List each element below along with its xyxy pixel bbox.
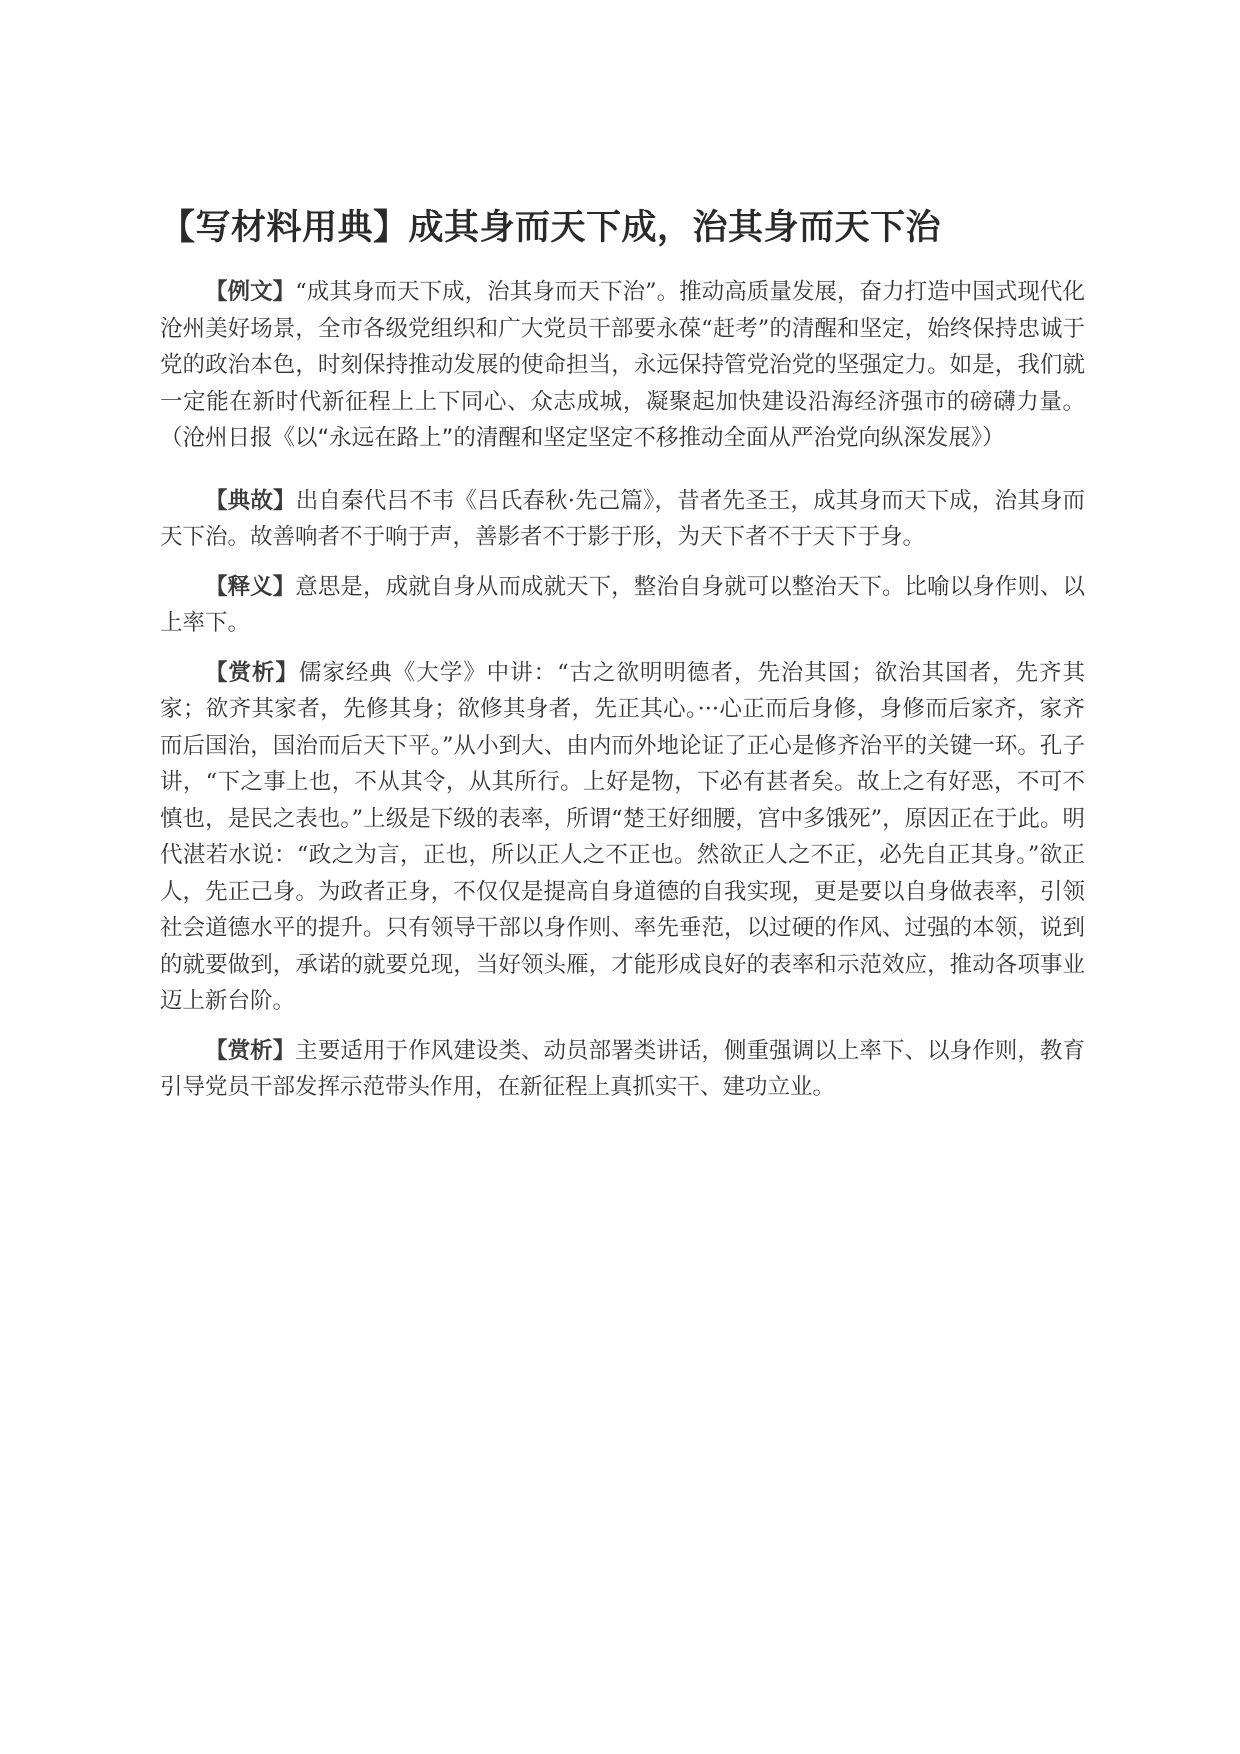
example-text: “成其身而天下成，治其身而天下治”。推动高质量发展，奋力打造中国式现代化沧州美好场景，全市各级党组织和广大党员干部要永葆“赶考”的清醒和坚定，始终保持忠诚于党的政治本色，时刻保持推动发展的使命担当，永远保持管党治党的坚强定力。如是，我们就一定能在新时代新征程上上下同心、众志成城，凝聚起加快建设沿海经济强市的磅礴力量。 xyxy=(160,279,1085,415)
document-title: 【写材料用典】成其身而天下成，治其身而天下治 xyxy=(160,208,942,248)
spacer xyxy=(160,457,1085,483)
meaning-text: 意思是，成就自身从而成就天下，整治自身就可以整治天下。比喻以身作则、以上率下。 xyxy=(160,573,1085,636)
allusion-text: 出自秦代吕不韦《吕氏春秋·先己篇》，昔者先圣王，成其身而天下成，治其身而天下治。故善响者不于响于声，善影者不于影于形，为天下者不于天下于身。 xyxy=(160,487,1085,550)
example-source: （沧州日报《以“永远在路上”的清醒和坚定坚定不移推动全面从严治党向纵深发展》） xyxy=(160,425,1005,451)
meaning-label: 【释义】 xyxy=(205,573,296,600)
document-page xyxy=(160,204,1085,1106)
allusion-label: 【典故】 xyxy=(205,487,296,514)
usage-text: 主要适用于作风建设类、动员部署类讲话，侧重强调以上率下、以身作则，教育引导党员干部发挥示范带头作用，在新征程上真抓实干、建功立业。 xyxy=(160,1037,1085,1100)
usage-label: 【赏析】 xyxy=(205,1037,296,1064)
analysis-label: 【赏析】 xyxy=(205,659,299,686)
meaning-paragraph xyxy=(160,569,1085,642)
allusion-paragraph xyxy=(160,483,1085,556)
usage-paragraph xyxy=(160,1033,1085,1106)
example-paragraph xyxy=(160,274,1085,457)
analysis-text: 儒家经典《大学》中讲：“古之欲明明德者，先治其国；欲治其国者，先齐其家；欲齐其家者，先修其身；欲修其身者，先正其心。···心正而后身修，身修而后家齐，家齐而后国治，国治而后天下平。”从小到大、由内而外地论证了正心是修齐治平的关键一环。孔子讲，“下之事上也，不从其令，从其所行。上好是物，下必有甚者矣。故上之有好恶，不可不慎也，是民之表也。”上级是下级的表率，所谓“楚王好细腰，宫中多饿死”，原因正在于此。明代湛若水说：“政之为言，正也，所以正人之不正也。然欲正人之不正，必先自正其身。”欲正人，先正己身。为政者正身，不仅仅是提高自身道德的自我实现，更是要以自身做表率，引领社会道德水平的提升。只有领导干部以身作则、率先垂范，以过硬的作风、过强的本领，说到的就要做到，承诺的就要兑现，当好领头雁，才能形成良好的表率和示范效应，推动各项事业迈上新台阶。 xyxy=(160,659,1085,1014)
analysis-paragraph xyxy=(160,655,1085,1020)
example-label: 【例文】 xyxy=(205,279,296,305)
